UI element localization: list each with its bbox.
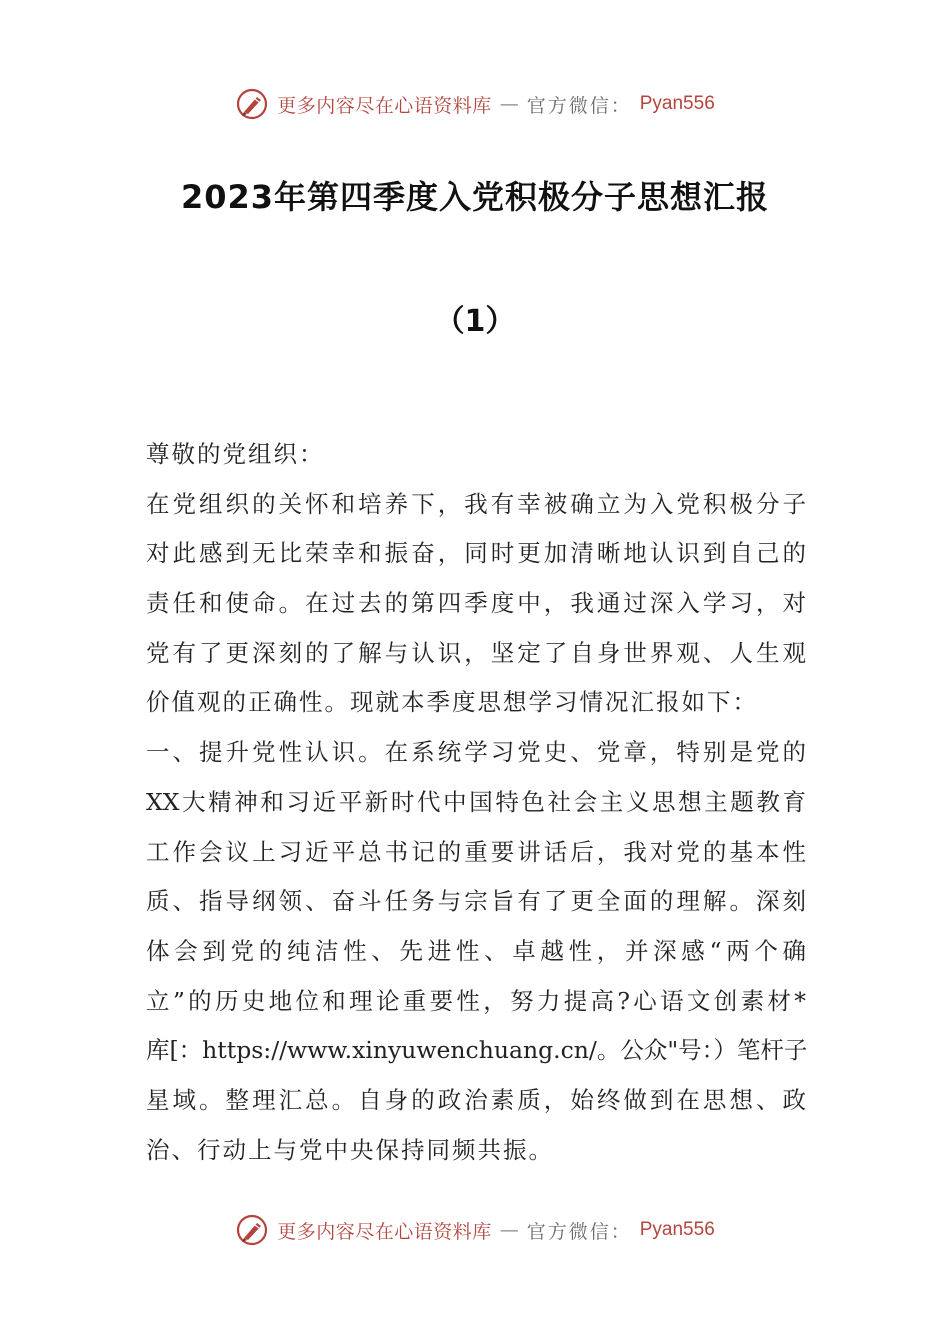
body-line: 一、提升党性认识。在系统学习党史、党章，特别是党的 bbox=[146, 738, 806, 767]
body-line: 库[：https://www.xinyuwenchuang.cn/。公众"号：）笔杆子 bbox=[146, 1036, 808, 1065]
body-line: 在党组织的关怀和培养下，我有幸被确立为入党积极分子 bbox=[146, 489, 806, 518]
body-line: 党有了更深刻的了解与认识，坚定了自身世界观、人生观 bbox=[146, 638, 806, 667]
body-line: 体会到党的纯洁性、先进性、卓越性，并深感“两个确 bbox=[146, 936, 806, 965]
watermark-wechat-id: Pyan556 bbox=[639, 93, 715, 114]
body-line: 立”的历史地位和理论重要性，努力提高?心语文创素材* bbox=[146, 986, 806, 1015]
body-line: 治、行动上与党中央保持同频共振。 bbox=[146, 1135, 554, 1164]
body-line: 星域。整理汇总。自身的政治素质，始终做到在思想、政 bbox=[146, 1085, 806, 1114]
body-line: 质、指导纲领、奋斗任务与宗旨有了更全面的理解。深刻 bbox=[146, 887, 806, 916]
body-line: XX大精神和习近平新时代中国特色社会主义思想主题教育 bbox=[146, 787, 806, 816]
document-title: 2023年第四季度入党积极分子思想汇报 bbox=[180, 178, 770, 216]
watermark-brand-text: 更多内容尽在心语资料库 bbox=[277, 94, 492, 117]
body-line: 工作会议上习近平总书记的重要讲话后，我对党的基本性 bbox=[146, 837, 806, 866]
watermark-separator: — bbox=[499, 1219, 519, 1241]
salutation-line: 尊敬的党组织： bbox=[146, 440, 325, 468]
body-line: 责任和使命。在过去的第四季度中，我通过深入学习，对 bbox=[146, 589, 806, 618]
header-watermark bbox=[0, 84, 950, 124]
watermark-official-label: 官方微信： bbox=[526, 1220, 632, 1243]
body-line: 价值观的正确性。现就本季度思想学习情况汇报如下： bbox=[146, 688, 758, 717]
watermark-wechat-id: Pyan556 bbox=[639, 1219, 715, 1240]
pen-circle-logo-icon bbox=[235, 87, 269, 121]
watermark-official-label: 官方微信： bbox=[526, 94, 632, 117]
watermark-brand-text: 更多内容尽在心语资料库 bbox=[277, 1220, 492, 1243]
document-body bbox=[146, 430, 806, 1175]
body-line: 对此感到无比荣幸和振奋，同时更加清晰地认识到自己的 bbox=[146, 539, 806, 568]
watermark-separator: — bbox=[499, 93, 519, 115]
pen-circle-logo-icon bbox=[235, 1213, 269, 1247]
footer-watermark bbox=[0, 1210, 950, 1250]
document-subtitle: （1） bbox=[434, 304, 516, 339]
